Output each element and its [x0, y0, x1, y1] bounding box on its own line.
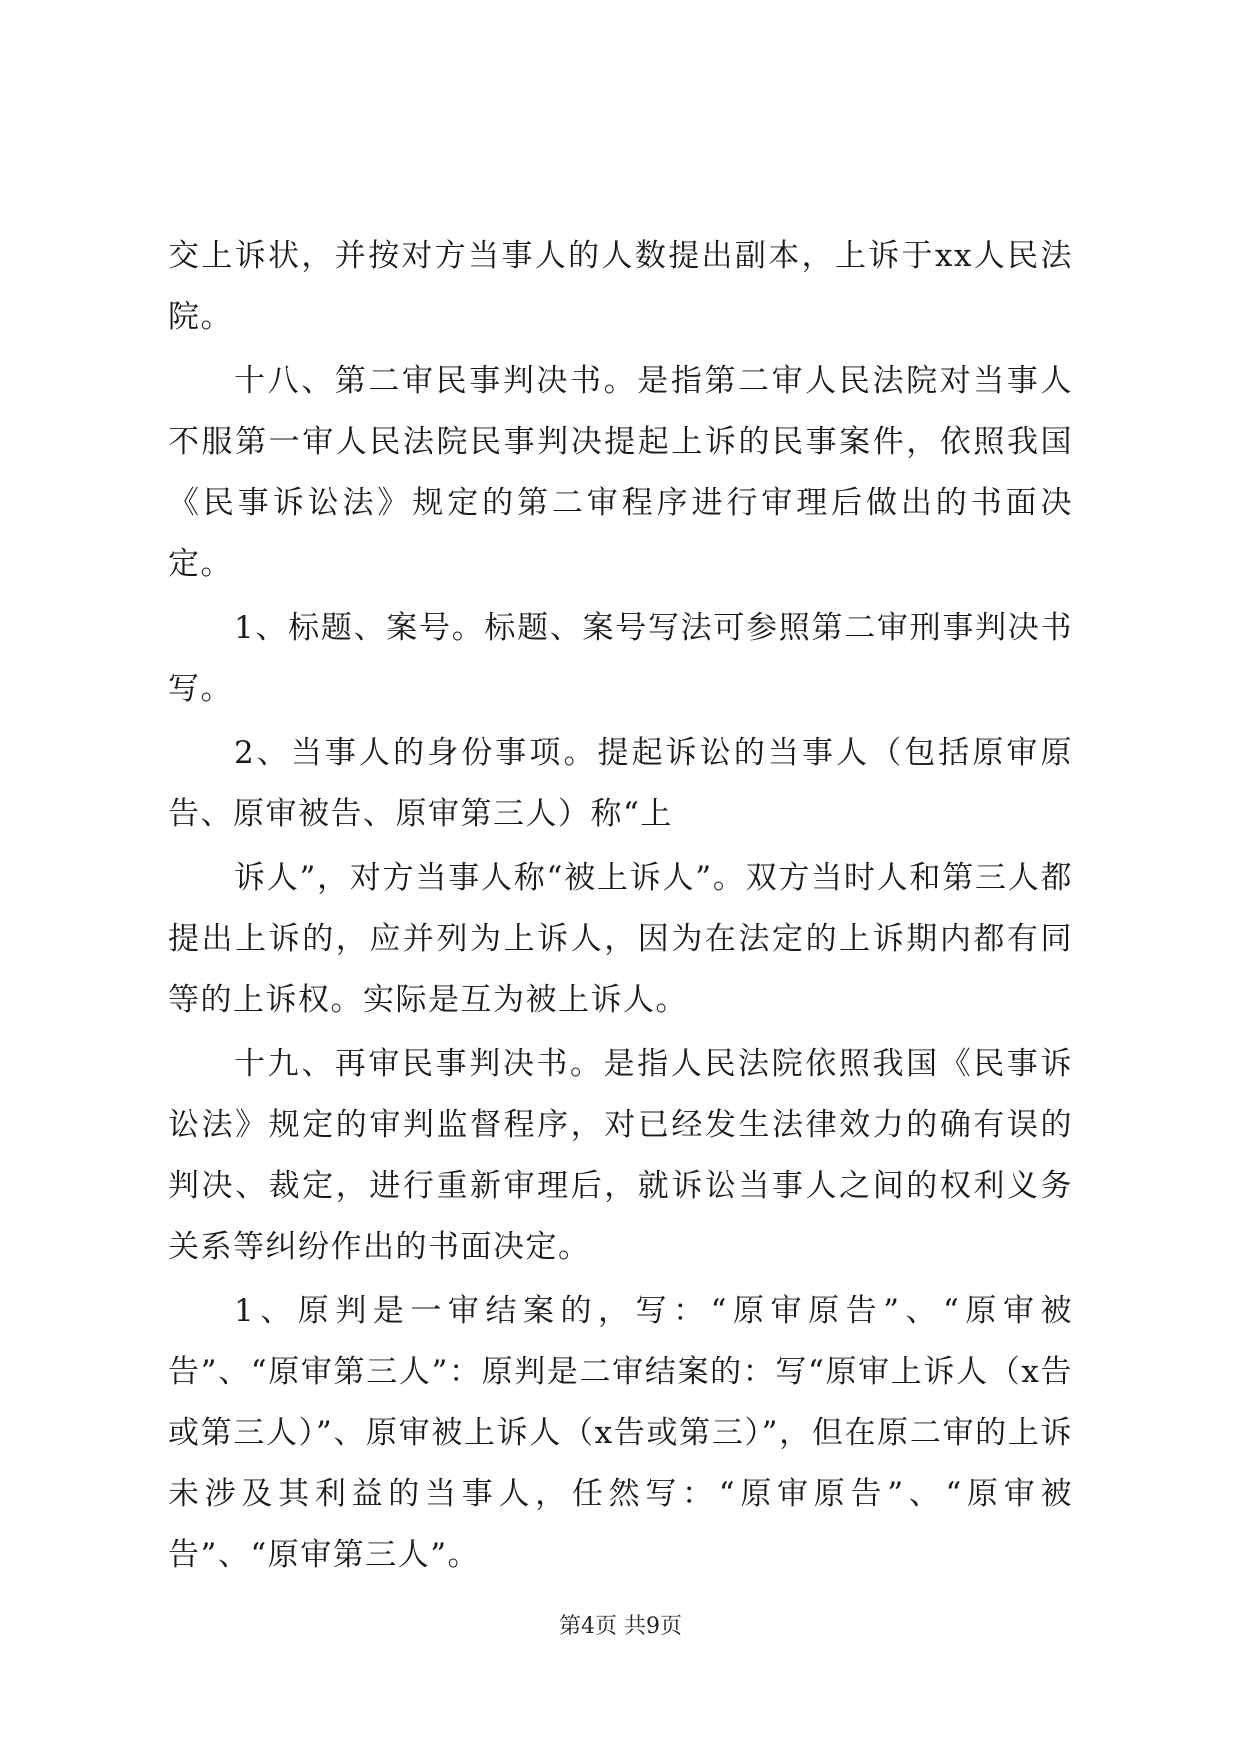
- paragraph-7: 1、原判是一审结案的，写：“原审原告”、“原审被告”、“原审第三人”：原判是二审结案的：写“原审上诉人（x告或第三人）”、原审被上诉人（x告或第三）”，但在原二审的上诉未涉及其利益的当事人，任然写：“原审原告”、“原审被告”、“原审第三人”。: [168, 1293, 1073, 1573]
- paragraph-6: 十九、再审民事判决书。是指人民法院依照我国《民事诉讼法》规定的审判监督程序，对已经发生法律效力的确有误的判决、裁定，进行重新审理后，就诉讼当事人之间的权利义务关系等纠纷作出的书面决定。: [168, 1046, 1073, 1265]
- paragraph-3: 1、标题、案号。标题、案号写法可参照第二审刑事判决书写。: [168, 610, 1073, 707]
- document-body: [168, 226, 1073, 1589]
- paragraph-1: 交上诉状，并按对方当事人的人数提出副本，上诉于xx人民法院。: [168, 238, 1073, 335]
- paragraph-2: 十八、第二审民事判决书。是指第二审人民法院对当事人不服第一审人民法院民事判决提起上诉的民事案件，依照我国《民事诉讼法》规定的第二审程序进行审理后做出的书面决定。: [168, 363, 1073, 582]
- paragraph-5: 诉人”，对方当事人称“被上诉人”。双方当时人和第三人都提出上诉的，应并列为上诉人，因为在法定的上诉期内都有同等的上诉权。实际是互为被上诉人。: [168, 860, 1073, 1018]
- page-number-footer: 第4页 共9页: [559, 1614, 682, 1639]
- paragraph-4: 2、当事人的身份事项。提起诉讼的当事人（包括原审原告、原审被告、原审第三人）称“上: [168, 735, 1073, 832]
